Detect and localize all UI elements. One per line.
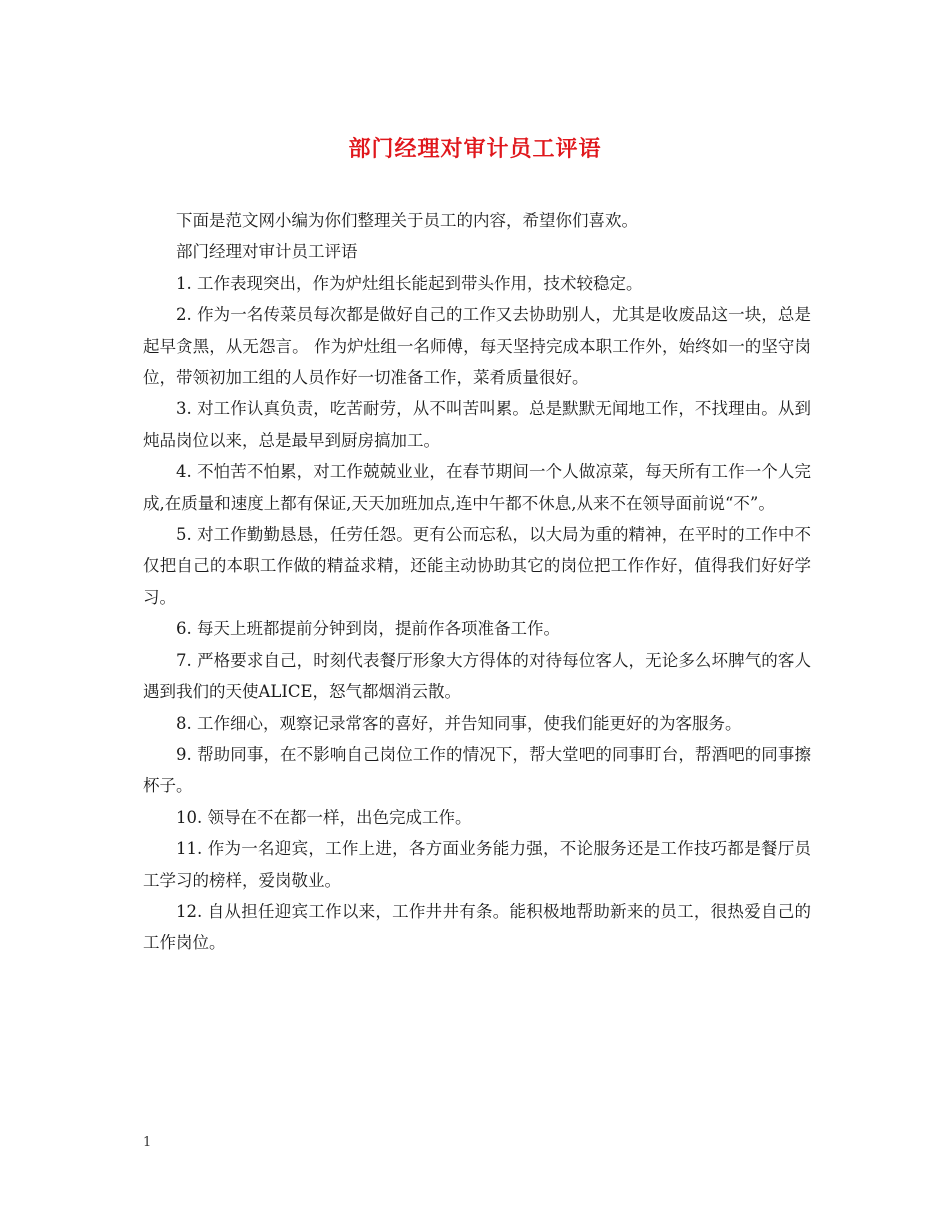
list-item: 5. 对工作勤勤恳恳，任劳任怨。更有公而忘私，以大局为重的精神，在平时的工作中不仅把自己的本职工作做的精益求精，还能主动协助其它的岗位把工作作好，值得我们好好学习。	[143, 525, 811, 607]
list-item: 6. 每天上班都提前分钟到岗，提前作各项准备工作。	[176, 619, 560, 639]
section-heading: 部门经理对审计员工评语	[176, 242, 358, 262]
list-item: 10. 领导在不在都一样，出色完成工作。	[176, 807, 472, 827]
list-item: 11. 作为一名迎宾，工作上进，各方面业务能力强，不论服务还是工作技巧都是餐厅员工学习的榜样，爱岗敬业。	[143, 839, 811, 890]
page-title: 部门经理对审计员工评语	[348, 137, 602, 162]
list-item: 7. 严格要求自己，时刻代表餐厅形象大方得体的对待每位客人，无论多么坏脾气的客人遇到我们的天使ALICE，怒气都烟消云散。	[143, 650, 811, 702]
document-body	[143, 205, 811, 959]
list-item: 8. 工作细心，观察记录常客的喜好，并告知同事，使我们能更好的为客服务。	[176, 713, 742, 733]
list-item: 3. 对工作认真负责，吃苦耐劳，从不叫苦叫累。总是默默无闻地工作，不找理由。从到炖品岗位以来，总是最早到厨房搞加工。	[143, 399, 811, 450]
list-item: 9. 帮助同事，在不影响自己岗位工作的情况下，帮大堂吧的同事盯台，帮酒吧的同事擦杯子。	[143, 744, 811, 796]
page-number: 1	[143, 1135, 152, 1150]
intro-paragraph: 下面是范文网小编为你们整理关于员工的内容，希望你们喜欢。	[176, 211, 638, 230]
list-item: 12. 自从担任迎宾工作以来，工作井井有条。能积极地帮助新来的员工，很热爱自己的工作岗位。	[143, 901, 811, 953]
list-item: 2. 作为一名传菜员每次都是做好自己的工作又去协助别人，尤其是收废品这一块，总是起早贪黑，从无怨言。 作为炉灶组一名师傅，每天坚持完成本职工作外，始终如一的坚守岗位，带领初加工组的人员作好一切准备工作，菜肴质量很好。	[143, 305, 811, 388]
list-item: 4. 不怕苦不怕累，对工作兢兢业业，在春节期间一个人做凉菜，每天所有工作一个人完成,在质量和速度上都有保证,天天加班加点,连中午都不休息,从来不在领导面前说“不”。	[143, 462, 811, 513]
list-item: 1. 工作表现突出，作为炉灶组长能起到带头作用，技术较稳定。	[176, 273, 643, 293]
